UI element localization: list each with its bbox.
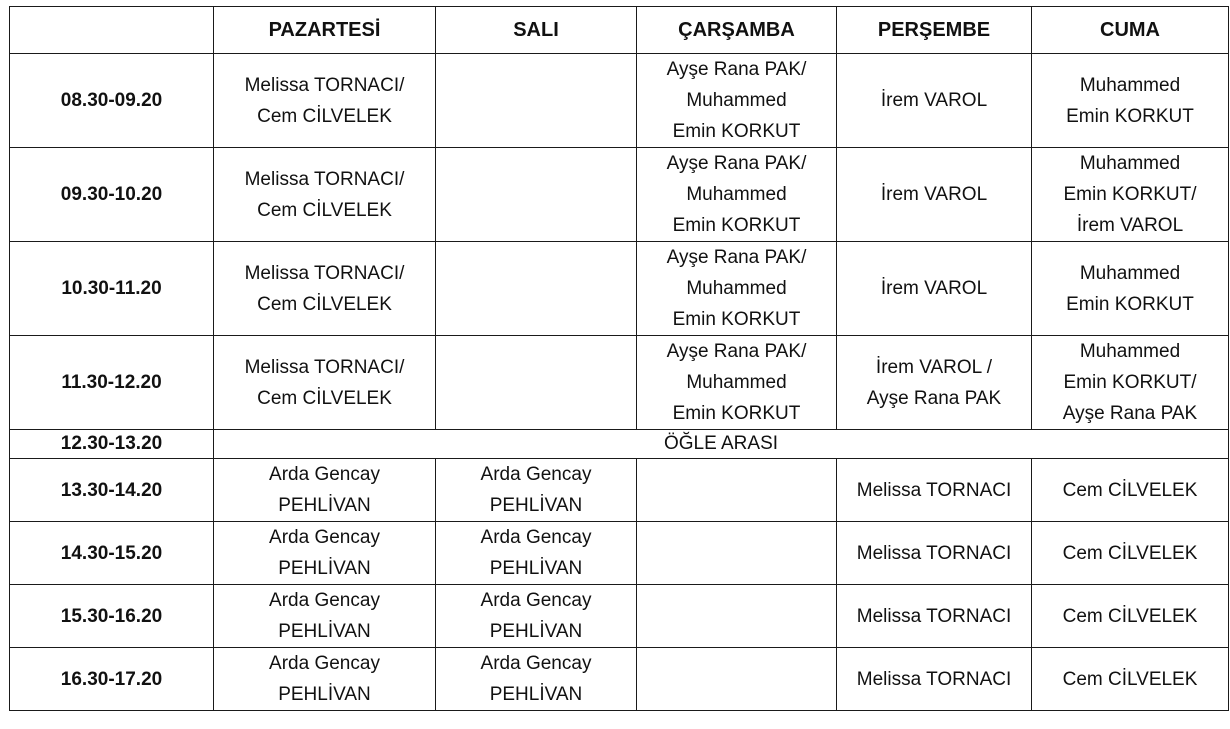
header-persembe: PERŞEMBE bbox=[837, 7, 1032, 54]
cell-text: Muhammed Emin KORKUT bbox=[1066, 74, 1194, 127]
sali-cell bbox=[436, 54, 637, 148]
cuma-cell bbox=[1032, 54, 1229, 148]
persembe-cell bbox=[837, 148, 1032, 242]
cell-text: Cem CİLVELEK bbox=[1062, 605, 1198, 627]
carsamba-cell bbox=[637, 459, 837, 522]
cell-text: Cem CİLVELEK bbox=[1062, 668, 1198, 690]
time-slot-cell: 13.30-14.20 bbox=[10, 459, 214, 522]
cuma-cell bbox=[1032, 648, 1229, 711]
cell-text: Cem CİLVELEK bbox=[1062, 479, 1198, 501]
pazartesi-cell bbox=[214, 54, 436, 148]
time-slot-cell: 10.30-11.20 bbox=[10, 242, 214, 336]
cell-text: Ayşe Rana PAK/ Muhammed Emin KORKUT bbox=[666, 247, 807, 330]
carsamba-cell bbox=[637, 336, 837, 430]
sali-cell bbox=[436, 148, 637, 242]
header-cuma: CUMA bbox=[1032, 7, 1229, 54]
cell-text: Melissa TORNACI/ Cem CİLVELEK bbox=[244, 74, 405, 127]
cell-text: Arda Gencay PEHLİVAN bbox=[480, 527, 592, 579]
cell-text: Melissa TORNACI/ Cem CİLVELEK bbox=[244, 168, 405, 221]
cell-text: Ayşe Rana PAK/ Muhammed Emin KORKUT bbox=[666, 341, 807, 424]
sali-cell bbox=[436, 459, 637, 522]
header-row bbox=[10, 7, 1229, 54]
cell-text: Arda Gencay PEHLİVAN bbox=[480, 464, 592, 516]
pazartesi-cell bbox=[214, 585, 436, 648]
cell-text: Ayşe Rana PAK/ Muhammed Emin KORKUT bbox=[666, 153, 807, 236]
cell-text: Arda Gencay PEHLİVAN bbox=[480, 653, 592, 705]
header-pazartesi: PAZARTESİ bbox=[214, 7, 436, 54]
pazartesi-cell bbox=[214, 459, 436, 522]
cuma-cell bbox=[1032, 242, 1229, 336]
carsamba-cell bbox=[637, 585, 837, 648]
sali-cell bbox=[436, 648, 637, 711]
cell-text: İrem VAROL bbox=[880, 90, 988, 111]
carsamba-cell bbox=[637, 522, 837, 585]
schedule-table bbox=[9, 6, 1229, 711]
cell-text: İrem VAROL / Ayşe Rana PAK bbox=[866, 356, 1002, 409]
cuma-cell bbox=[1032, 522, 1229, 585]
cuma-cell bbox=[1032, 148, 1229, 242]
cell-text: Cem CİLVELEK bbox=[1062, 542, 1198, 564]
table-row bbox=[10, 648, 1229, 711]
header-sali: SALI bbox=[436, 7, 637, 54]
cell-text: Muhammed Emin KORKUT/ İrem VAROL bbox=[1063, 153, 1197, 236]
time-slot-cell: 15.30-16.20 bbox=[10, 585, 214, 648]
cell-text: İrem VAROL bbox=[880, 278, 988, 299]
cell-text: Arda Gencay PEHLİVAN bbox=[269, 653, 380, 705]
persembe-cell bbox=[837, 459, 1032, 522]
time-slot-cell: 14.30-15.20 bbox=[10, 522, 214, 585]
header-carsamba: ÇARŞAMBA bbox=[637, 7, 837, 54]
cuma-cell bbox=[1032, 585, 1229, 648]
cell-text: Melissa TORNACI bbox=[856, 668, 1012, 690]
cuma-cell bbox=[1032, 336, 1229, 430]
cell-text: Muhammed Emin KORKUT/ Ayşe Rana PAK bbox=[1062, 341, 1198, 424]
cell-text: Melissa TORNACI bbox=[856, 605, 1012, 627]
persembe-cell bbox=[837, 648, 1032, 711]
sali-cell bbox=[436, 522, 637, 585]
header-corner-cell bbox=[10, 7, 214, 54]
table-row bbox=[10, 242, 1229, 336]
cell-text: Arda Gencay PEHLİVAN bbox=[269, 527, 380, 579]
cell-text: Muhammed Emin KORKUT bbox=[1066, 262, 1194, 315]
cell-text: Melissa TORNACI/ Cem CİLVELEK bbox=[244, 356, 405, 409]
pazartesi-cell bbox=[214, 336, 436, 430]
table-row bbox=[10, 148, 1229, 242]
carsamba-cell bbox=[637, 54, 837, 148]
lunch-break-cell: ÖĞLE ARASI bbox=[214, 430, 1229, 459]
persembe-cell bbox=[837, 336, 1032, 430]
sali-cell bbox=[436, 242, 637, 336]
cell-text: Arda Gencay PEHLİVAN bbox=[480, 590, 592, 642]
table-row bbox=[10, 522, 1229, 585]
table-row bbox=[10, 336, 1229, 430]
pazartesi-cell bbox=[214, 242, 436, 336]
persembe-cell bbox=[837, 585, 1032, 648]
lunch-break-row bbox=[10, 430, 1229, 459]
time-slot-cell: 09.30-10.20 bbox=[10, 148, 214, 242]
persembe-cell bbox=[837, 242, 1032, 336]
cell-text: Melissa TORNACI bbox=[856, 542, 1012, 564]
sali-cell bbox=[436, 585, 637, 648]
cell-text: İrem VAROL bbox=[880, 184, 988, 205]
time-slot-cell: 08.30-09.20 bbox=[10, 54, 214, 148]
time-slot-cell: 12.30-13.20 bbox=[10, 430, 214, 459]
cuma-cell bbox=[1032, 459, 1229, 522]
carsamba-cell bbox=[637, 242, 837, 336]
pazartesi-cell bbox=[214, 148, 436, 242]
time-slot-cell: 11.30-12.20 bbox=[10, 336, 214, 430]
pazartesi-cell bbox=[214, 648, 436, 711]
table-row bbox=[10, 585, 1229, 648]
cell-text: Arda Gencay PEHLİVAN bbox=[269, 590, 380, 642]
time-slot-cell: 16.30-17.20 bbox=[10, 648, 214, 711]
carsamba-cell bbox=[637, 148, 837, 242]
cell-text: Ayşe Rana PAK/ Muhammed Emin KORKUT bbox=[666, 59, 807, 142]
pazartesi-cell bbox=[214, 522, 436, 585]
cell-text: Melissa TORNACI/ Cem CİLVELEK bbox=[244, 262, 405, 315]
cell-text: Arda Gencay PEHLİVAN bbox=[269, 464, 380, 516]
persembe-cell bbox=[837, 54, 1032, 148]
table-row bbox=[10, 54, 1229, 148]
persembe-cell bbox=[837, 522, 1032, 585]
cell-text: Melissa TORNACI bbox=[856, 479, 1012, 501]
carsamba-cell bbox=[637, 648, 837, 711]
sali-cell bbox=[436, 336, 637, 430]
table-row bbox=[10, 459, 1229, 522]
